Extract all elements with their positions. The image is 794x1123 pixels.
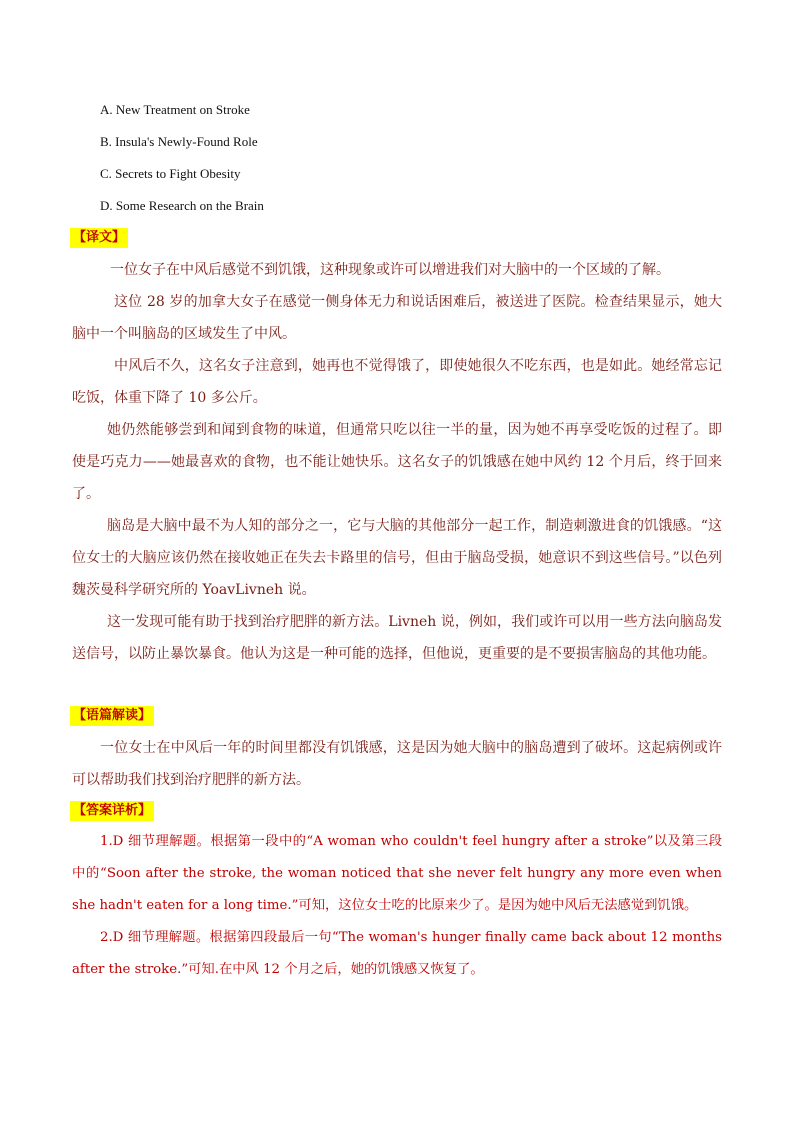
option-c: C. Secrets to Fight Obesity — [100, 166, 241, 181]
translation-paragraph-2: 这位 28 岁的加拿大女子在感觉一侧身体无力和说话困难后，被送进了医院。检查结果显示，她大脑中一个叫脑岛的区域发生了中风。 — [72, 294, 722, 342]
answer-heading: 【答案详析】 — [70, 801, 154, 821]
translation-paragraph-4: 她仍然能够尝到和闻到食物的味道，但通常只吃以往一半的量，因为她不再享受吃饭的过程了。即使是巧克力——她最喜欢的食物，也不能让她快乐。这名女子的饥饿感在她中风约 12 个月后，终于回来了。 — [72, 422, 722, 502]
translation-paragraph-3: 中风后不久，这名女子注意到，她再也不觉得饿了，即使她很久不吃东西，也是如此。她经常忘记吃饭，体重下降了 10 多公斤。 — [72, 358, 722, 406]
option-a: A. New Treatment on Stroke — [100, 102, 250, 117]
option-b: B. Insula's Newly-Found Role — [100, 134, 258, 149]
answer-item-1: 1.D 细节理解题。根据第一段中的“A woman who couldn't feel hungry after a stroke”以及第三段中的“Soon after the stroke, the woman noticed that she never felt hungry any more even when she hadn't eaten for a long time.”可知，这位女士吃的比原来少了。是因为她中风后无法感觉到饥饿。 — [72, 834, 722, 913]
summary-heading: 【语篇解读】 — [70, 706, 154, 726]
translation-heading: 【译文】 — [70, 228, 128, 248]
option-d: D. Some Research on the Brain — [100, 198, 264, 213]
answer-item-2: 2.D 细节理解题。根据第四段最后一句“The woman's hunger finally came back about 12 months after the stroke.”可知.在中风 12 个月之后，她的饥饿感又恢复了。 — [72, 930, 722, 977]
translation-paragraph-5: 脑岛是大脑中最不为人知的部分之一，它与大脑的其他部分一起工作，制造刺激进食的饥饿感。“这位女士的大脑应该仍然在接收她正在失去卡路里的信号，但由于脑岛受损，她意识不到这些信号。”以色列魏茨曼科学研究所的 YoavLivneh 说。 — [72, 518, 722, 598]
translation-paragraph-6: 这一发现可能有助于找到治疗肥胖的新方法。Livneh 说，例如，我们或许可以用一些方法向脑岛发送信号，以防止暴饮暴食。他认为这是一种可能的选择，但他说，更重要的是不要损害脑岛的其他功能。 — [72, 614, 722, 662]
translation-paragraph-1: 一位女子在中风后感觉不到饥饿，这种现象或许可以增进我们对大脑中的一个区域的了解。 — [110, 262, 670, 278]
summary-paragraph: 一位女士在中风后一年的时间里都没有饥饿感，这是因为她大脑中的脑岛遭到了破坏。这起病例或许可以帮助我们找到治疗肥胖的新方法。 — [72, 740, 722, 788]
